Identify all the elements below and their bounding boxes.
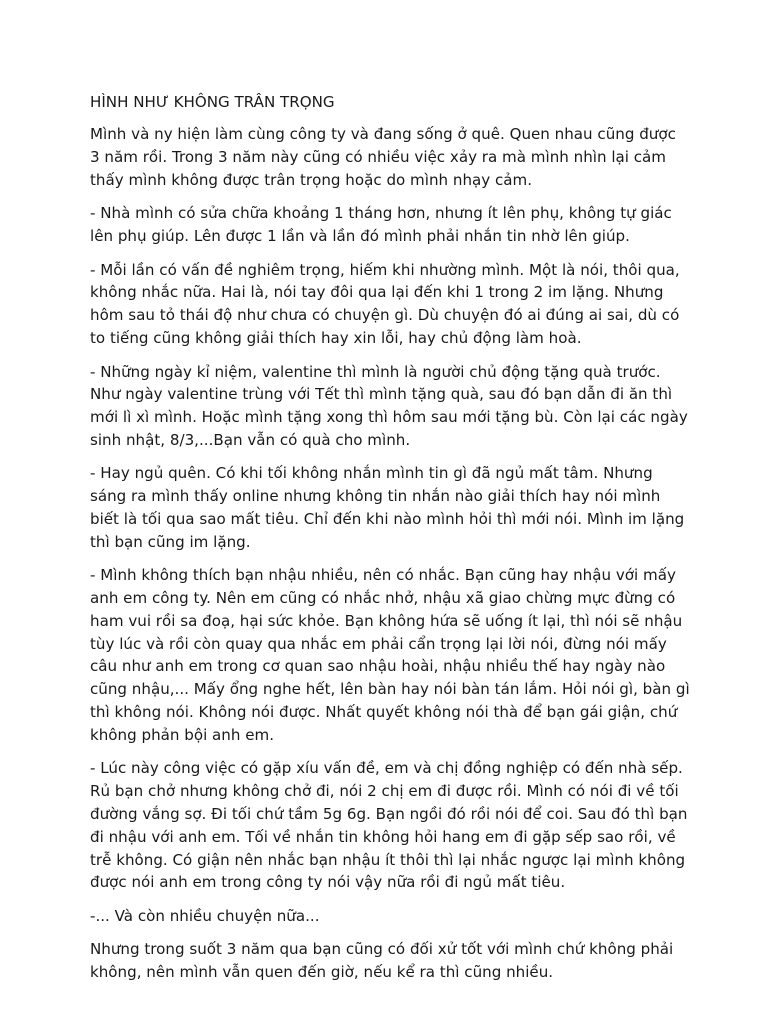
- document-body: [90, 91, 690, 995]
- document-title: HÌNH NHƯ KHÔNG TRÂN TRỌNG: [90, 93, 335, 111]
- paragraph-more-stories: -... Và còn nhiều chuyện nữa...: [90, 906, 320, 925]
- paragraph-drinking: - Mình không thích bạn nhậu nhiều, nên có nhắc. Bạn cũng hay nhậu với mấy anh em công ty. Nên em cũng có nhắc nhở, nhậu xã giao chừng mực đừng có ham vui rồi sa đoạ, hại sức khỏe. Bạn không hứa sẽ uống ít lại, thì nói sẽ nhậu tùy lúc và rồi còn quay qua nhắc em phải cẩn trọng lại lời nói, đừng nói mấy câu như anh em trong cơ quan sao nhậu hoài, nhậu nhiều thế hay ngày nào cũng nhậu,... Mấy ổng nghe hết, lên bàn hay nói bàn tán lắm. Hỏi nói gì, bàn gì thì không nói. Không nói được. Nhất quyết không nói thà để bạn gái giận, chứ không phản bội anh em.: [90, 566, 690, 744]
- paragraph-anniversaries: - Những ngày kỉ niệm, valentine thì mình là người chủ động tặng quà trước. Như ngày valentine trùng với Tết thì mình tặng quà, sau đó bạn dẫn đi ăn thì mới lì xì mình. Hoặc mình tặng xong thì hôm sau mới tặng bù. Còn lại các ngày sinh nhật, 8/3,...Bạn vẫn có quà cho mình.: [90, 362, 688, 449]
- paragraph-work-issue: - Lúc này công việc có gặp xíu vấn đề, em và chị đồng nghiệp có đến nhà sếp. Rủ bạn chở nhưng không chở đi, nói 2 chị em đi được rồi. Mình có nói đi về tối đường vắng sợ. Đi tối chứ tầm 5g 6g. Bạn ngồi đó rồi nói để coi. Sau đó thì bạn đi nhậu với anh em. Tối về nhắn tin không hỏi hang em đi gặp sếp sao rồi, về trễ không. Có giận nên nhắc bạn nhậu ít thôi thì lại nhắc ngược lại mình không được nói anh em trong công ty nói vậy nữa rồi đi ngủ mất tiêu.: [90, 759, 688, 892]
- paragraph-conclusion: Nhưng trong suốt 3 năm qua bạn cũng có đối xử tốt với mình chứ không phải không, nên mình vẫn quen đến giờ, nếu kể ra thì cũng nhiều.: [90, 940, 674, 982]
- paragraph-sleeping: - Hay ngủ quên. Có khi tối không nhắn mình tin gì đã ngủ mất tâm. Nhưng sáng ra mình thấy online nhưng không tin nhắn nào giải thích hay nói mình biết là tối qua sao mất tiêu. Chỉ đến khi nào mình hỏi thì mới nói. Mình im lặng thì bạn cũng im lặng.: [90, 464, 685, 551]
- paragraph-arguments: - Mỗi lần có vấn đề nghiêm trọng, hiếm khi nhường mình. Một là nói, thôi qua, không nhắc nữa. Hai là, nói tay đôi qua lại đến khi 1 trong 2 im lặng. Nhưng hôm sau tỏ thái độ như chưa có chuyện gì. Dù chuyện đó ai đúng ai sai, dù có to tiếng cũng không giải thích hay xin lỗi, hay chủ động làm hoà.: [90, 260, 680, 348]
- paragraph-intro: Mình và ny hiện làm cùng công ty và đang sống ở quê. Quen nhau cũng được 3 năm rồi. Trong 3 năm này cũng có nhiều việc xảy ra mà mình nhìn lại cảm thấy mình không được trân trọng hoặc do mình nhạy cảm.: [90, 125, 676, 189]
- paragraph-house-repair: - Nhà mình có sửa chữa khoảng 1 tháng hơn, nhưng ít lên phụ, không tự giác lên phụ giúp. Lên được 1 lần và lần đó mình phải nhắn tin nhờ lên giúp.: [90, 204, 672, 246]
